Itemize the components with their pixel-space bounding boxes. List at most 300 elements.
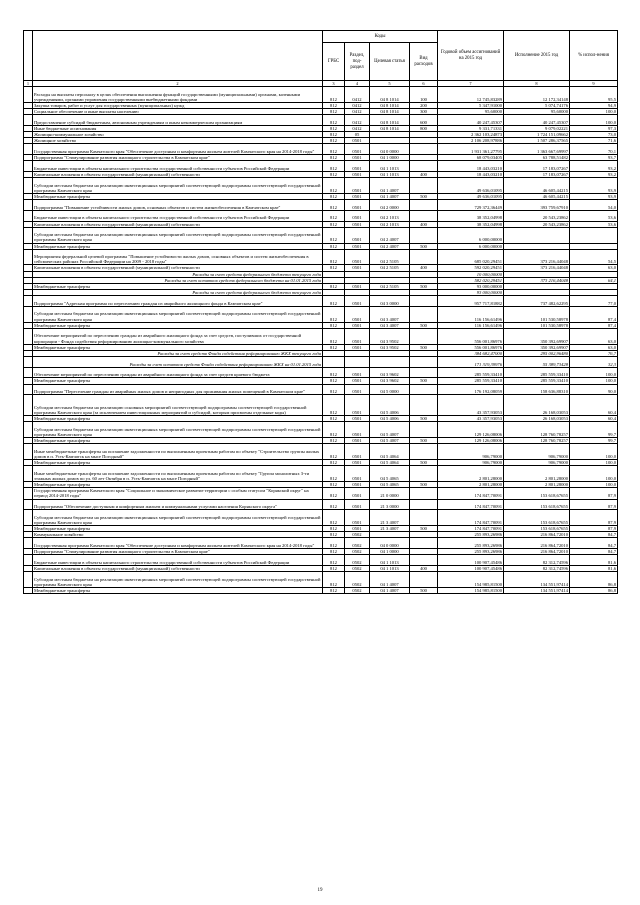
percent-cell: 84,7	[570, 538, 618, 549]
executed-cell: 153 618,67655	[504, 510, 570, 526]
executed-cell: 906,79000	[504, 460, 570, 466]
grbs-cell: 812	[323, 108, 345, 114]
row-name-cell: Межбюджетные трансферты	[33, 283, 323, 289]
percent-cell: 81,6	[570, 566, 618, 572]
percent-cell: 81,6	[570, 555, 618, 566]
executed-cell: 26 168,03053	[504, 395, 570, 416]
percent-cell: 93,9	[570, 193, 618, 199]
executed-cell: 153 618,67655	[504, 488, 570, 499]
target-cell: 21 3 4007	[370, 510, 410, 526]
section-cell: 0501	[345, 138, 370, 144]
percent-cell: 87,9	[570, 510, 618, 526]
section-cell: 0501	[345, 384, 370, 395]
target-cell: 04 1 0000	[370, 549, 410, 555]
target-cell: 04 3 0000	[370, 295, 410, 306]
section-cell: 0502	[345, 532, 370, 538]
executed-cell: 373 216,44048	[504, 277, 570, 283]
row-index-cell	[24, 177, 33, 193]
row-name-cell: Расходы за счет средств Фонда содействия реформированию ЖКХ текущего года	[33, 350, 323, 356]
approved-cell: 1 931 361,27795	[438, 144, 504, 155]
grbs-cell: 812	[323, 438, 345, 444]
section-cell: 0502	[345, 555, 370, 566]
exp-type-cell: 200	[410, 102, 438, 108]
exp-type-cell: 500	[410, 482, 438, 488]
section-cell: 0501	[345, 144, 370, 155]
approved-cell: 9 331,71331	[438, 125, 504, 131]
row-name-cell: Иные межбюджетные трансферты на погашение задолженности по выполненным проектным работам по объекту "Группа монолитных 3-ти этажных жилых домов по ул. 60 лет Октября в п. Усть-Камчатск на мысе Погодный"	[33, 466, 323, 482]
approved-cell: 38 352,04998	[438, 210, 504, 221]
percent-cell: 63,0	[570, 328, 618, 344]
header-blank-num	[24, 31, 33, 81]
grbs-cell: 812	[323, 243, 345, 249]
budget-table	[23, 30, 618, 594]
executed-cell: 350 392,69907	[504, 344, 570, 350]
row-index-cell	[24, 249, 33, 265]
approved-cell: 255 893,26986	[438, 538, 504, 549]
header-exp-type: Вид расходов	[410, 43, 438, 81]
row-name-cell: Межбюджетные трансферты	[33, 482, 323, 488]
exp-type-cell: 500	[410, 460, 438, 466]
table-row	[24, 555, 618, 566]
row-index-cell	[24, 466, 33, 482]
section-cell: 0501	[345, 177, 370, 193]
target-cell: 04 8 1014	[370, 108, 410, 114]
approved-cell: 2 801,28000	[438, 466, 504, 482]
section-cell: 0501	[345, 482, 370, 488]
approved-cell: 38 352,04998	[438, 221, 504, 227]
target-cell: 04 1 0000	[370, 154, 410, 160]
grbs-cell: 812	[323, 115, 345, 126]
exp-type-cell: 500	[410, 243, 438, 249]
section-cell: 0501	[345, 438, 370, 444]
executed-cell: 95,60000	[504, 108, 570, 114]
section-cell: 0501	[345, 306, 370, 322]
section-cell: 0502	[345, 588, 370, 594]
target-cell: 04 2 1013	[370, 221, 410, 227]
executed-cell: 20 543,23862	[504, 210, 570, 221]
page-number: 19	[317, 888, 323, 893]
header-codes: Коды	[323, 31, 438, 43]
section-cell: 0501	[345, 460, 370, 466]
exp-type-cell	[410, 227, 438, 243]
percent-cell: 87,9	[570, 526, 618, 532]
exp-type-cell	[410, 499, 438, 510]
percent-cell: 90,0	[570, 384, 618, 395]
target-cell: 04 1 4007	[370, 572, 410, 588]
approved-cell: 729 372,36449	[438, 199, 504, 210]
header-executed: Исполнение 2015 год	[504, 31, 570, 81]
row-name-cell: Межбюджетные трансферты	[33, 193, 323, 199]
target-cell: 04 2 5105	[370, 265, 410, 271]
section-cell: 0501	[345, 344, 370, 350]
section-cell: 0412	[345, 125, 370, 131]
table-row	[24, 367, 618, 378]
executed-cell: 40 247,45307	[504, 115, 570, 126]
table-row	[24, 177, 618, 193]
executed-cell: 906,79000	[504, 444, 570, 460]
percent-cell: 86,8	[570, 588, 618, 594]
section-cell: 0501	[345, 416, 370, 422]
approved-cell: 95,60000	[438, 108, 504, 114]
exp-type-cell	[410, 510, 438, 526]
row-name-cell: Обеспечение мероприятий по переселению граждан из аварийного жилищного фонда за счет средств, поступивших от государственной корпорации - Фонда содействия реформированию жилищно-коммунального хозяйства	[33, 328, 323, 344]
table-row	[24, 510, 618, 526]
approved-cell: 685 020,29451	[438, 249, 504, 265]
target-cell: 04 3 4007	[370, 322, 410, 328]
exp-type-cell	[410, 444, 438, 460]
col-number: 1	[24, 81, 33, 87]
grbs-cell: 812	[323, 306, 345, 322]
executed-cell: 46 605,44215	[504, 193, 570, 199]
exp-type-cell: 500	[410, 283, 438, 289]
row-index-cell	[24, 227, 33, 243]
grbs-cell: 812	[323, 144, 345, 155]
table-row	[24, 444, 618, 460]
executed-cell: 101 530,58978	[504, 322, 570, 328]
grbs-cell: 812	[323, 138, 345, 144]
percent-cell: 94,9	[570, 102, 618, 108]
row-name-cell: Межбюджетные трансферты	[33, 322, 323, 328]
exp-type-cell: 500	[410, 526, 438, 532]
target-cell: 04 1 1013	[370, 555, 410, 566]
section-cell: 0501	[345, 265, 370, 271]
row-name-cell: Иные бюджетные ассигнования	[33, 125, 323, 131]
col-number: 7	[438, 81, 504, 87]
grbs-cell: 812	[323, 422, 345, 438]
section-cell	[345, 356, 370, 367]
row-index-cell	[24, 588, 33, 594]
approved-cell: 6 000,00000	[438, 243, 504, 249]
approved-cell: 582 020,29451	[438, 277, 504, 283]
executed-cell: 1 363 667,69997	[504, 144, 570, 155]
target-cell: 04 5 4006	[370, 395, 410, 416]
approved-cell: 592 020,29451	[438, 265, 504, 271]
row-name-cell: Капитальные вложения в объекты государственной (муниципальной) собственности	[33, 566, 323, 572]
grbs-cell: 812	[323, 87, 345, 103]
table-row	[24, 538, 618, 549]
executed-cell: 153 618,67655	[504, 526, 570, 532]
table-row	[24, 210, 618, 221]
exp-type-cell: 500	[410, 193, 438, 199]
grbs-cell	[323, 356, 345, 367]
grbs-cell: 812	[323, 549, 345, 555]
row-name-cell: Подпрограмма "Стимулирование развития жилищного строительства в Камчатском крае"	[33, 549, 323, 555]
section-cell: 0501	[345, 199, 370, 210]
percent-cell: 63,0	[570, 265, 618, 271]
exp-type-cell: 300	[410, 108, 438, 114]
exp-type-cell	[410, 177, 438, 193]
section-cell: 0502	[345, 538, 370, 549]
exp-type-cell	[410, 395, 438, 416]
percent-cell: 32,3	[570, 356, 618, 367]
exp-type-cell: 500	[410, 438, 438, 444]
target-cell: 21 0 0000	[370, 488, 410, 499]
col-number: 3	[323, 81, 345, 87]
section-cell: 0501	[345, 499, 370, 510]
target-cell: 04 3 9602	[370, 378, 410, 384]
col-number: 9	[570, 81, 618, 87]
row-name-cell: Расходы за счет средств федерального бюджета текущего года	[33, 271, 323, 277]
grbs-cell: 812	[323, 154, 345, 160]
row-name-cell: Капитальные вложения в объекты государственной (муниципальной) собственности	[33, 265, 323, 271]
approved-cell: 93 000,00000	[438, 283, 504, 289]
row-name-cell: Бюджетные инвестиции в объекты капитального строительства государственной собственности субъектов Российской Федерации	[33, 555, 323, 566]
executed-cell: 2 801,28000	[504, 466, 570, 482]
grbs-cell: 812	[323, 444, 345, 460]
row-name-cell: Государственная программа Камчатского края "Социальное и экономическое развитие территории с особым статусом "Корякский округ" на период 2014-2018 годы"	[33, 488, 323, 499]
approved-cell: 43 357,93053	[438, 416, 504, 422]
approved-cell: 49 636,01095	[438, 177, 504, 193]
row-name-cell: Закупка товаров, работ и услуг для государственных (муниципальных) нужд	[33, 102, 323, 108]
row-name-cell: Расходы на выплаты персоналу в целях обеспечения выполнения функций государственными (муниципальными) органами, казенными учреждениями, органами управления государственными внебюджетными фондами	[33, 87, 323, 103]
percent-cell: 87,9	[570, 499, 618, 510]
executed-cell: 1 507 286,37565	[504, 138, 570, 144]
approved-cell: 556 001,86976	[438, 344, 504, 350]
grbs-cell: 812	[323, 102, 345, 108]
executed-cell: 134 551,97414	[504, 588, 570, 594]
approved-cell: 18 443,03210	[438, 171, 504, 177]
row-index-cell	[24, 295, 33, 306]
executed-cell: 82 312,74596	[504, 566, 570, 572]
executed-cell: 285 559,33410	[504, 378, 570, 384]
target-cell: 04 2 4007	[370, 227, 410, 243]
target-cell: 04 5 4006	[370, 416, 410, 422]
grbs-cell: 812	[323, 566, 345, 572]
target-cell: 04 2 4007	[370, 243, 410, 249]
approved-cell: 285 559,33410	[438, 367, 504, 378]
grbs-cell: 812	[323, 526, 345, 532]
approved-cell: 174 847,70091	[438, 526, 504, 532]
row-name-cell: Межбюджетные трансферты	[33, 378, 323, 384]
section-cell: 0501	[345, 328, 370, 344]
target-cell: 04 2 1013	[370, 210, 410, 221]
executed-cell	[504, 227, 570, 243]
approved-cell: 100 907,45486	[438, 566, 504, 572]
approved-cell: 154 985,81500	[438, 588, 504, 594]
exp-type-cell	[410, 249, 438, 265]
row-index-cell	[24, 328, 33, 344]
row-name-cell: Межбюджетные трансферты	[33, 460, 323, 466]
grbs-cell: 812	[323, 395, 345, 416]
executed-cell: 216 864,72010	[504, 538, 570, 549]
header-section: Раздел, под-раздел	[345, 43, 370, 81]
row-index-cell	[24, 199, 33, 210]
target-cell: 04 2 0000	[370, 199, 410, 210]
target-cell: 04 5 4064	[370, 444, 410, 460]
row-index-cell	[24, 115, 33, 126]
row-index-cell	[24, 572, 33, 588]
target-cell: 04 3 9502	[370, 328, 410, 344]
executed-cell: 12 172,34148	[504, 87, 570, 103]
header-percent: % испол-нения	[570, 31, 618, 81]
approved-cell: 957 717,81882	[438, 295, 504, 306]
row-name-cell: Бюджетные инвестиции в объекты капитального строительства государственной собственности субъектов Российской Федерации	[33, 210, 323, 221]
grbs-cell: 812	[323, 227, 345, 243]
section-cell: 0501	[345, 193, 370, 199]
table-row	[24, 328, 618, 344]
table-row	[24, 499, 618, 510]
section-cell: 0501	[345, 466, 370, 482]
section-cell: 0412	[345, 87, 370, 103]
row-index-cell	[24, 538, 33, 549]
executed-cell: 737 482,62295	[504, 295, 570, 306]
target-cell: 04 1 1013	[370, 171, 410, 177]
executed-cell: 128 760,78257	[504, 422, 570, 438]
section-cell: 0501	[345, 243, 370, 249]
grbs-cell: 812	[323, 588, 345, 594]
exp-type-cell	[410, 328, 438, 344]
target-cell: 04 8 1014	[370, 115, 410, 126]
approved-cell: 129 126,08006	[438, 422, 504, 438]
executed-cell: 46 605,44215	[504, 177, 570, 193]
table-row	[24, 588, 618, 594]
approved-cell: 384 682,47000	[438, 350, 504, 356]
table-row	[24, 306, 618, 322]
executed-cell: 101 530,58978	[504, 306, 570, 322]
approved-cell: 171 319,39976	[438, 356, 504, 367]
executed-cell: 128 760,78257	[504, 438, 570, 444]
target-cell: 04 1 4007	[370, 193, 410, 199]
target-cell: 04 5 0000	[370, 384, 410, 395]
table-row	[24, 488, 618, 499]
table-row	[24, 356, 618, 367]
row-name-cell: Расходы за счет остатков средств Фонда содействия реформированию ЖКХ на 01.01.2015 года	[33, 356, 323, 367]
header-grbs: ГРБС	[323, 43, 345, 81]
row-name-cell: Предоставление субсидий бюджетным, автономным учреждениям и иным некоммерческим организациям	[33, 115, 323, 126]
percent-cell: 87,9	[570, 488, 618, 499]
section-cell: 0412	[345, 115, 370, 126]
executed-cell: 5 074,74176	[504, 102, 570, 108]
executed-cell: 1 724 151,09662	[504, 131, 570, 137]
exp-type-cell: 600	[410, 115, 438, 126]
grbs-cell: 812	[323, 572, 345, 588]
target-cell: 04 1 4007	[370, 588, 410, 594]
target-cell: 04 5 4007	[370, 438, 410, 444]
section-cell: 0501	[345, 510, 370, 526]
executed-cell: 55 389,73428	[504, 356, 570, 367]
table-row	[24, 227, 618, 243]
approved-cell: 174 847,70091	[438, 488, 504, 499]
percent-cell: 93,2	[570, 171, 618, 177]
row-name-cell: Субсидии местным бюджетам на реализацию инвестиционных мероприятий соответствующей подпрограммы соответствующей государственной программы Камчатского края	[33, 422, 323, 438]
approved-cell: 174 847,70091	[438, 510, 504, 526]
exp-type-cell	[410, 488, 438, 499]
approved-cell: 116 156,61496	[438, 306, 504, 322]
section-cell: 0502	[345, 566, 370, 572]
table-row	[24, 87, 618, 103]
executed-cell: 285 559,33410	[504, 367, 570, 378]
row-name-cell: Подпрограмма "Повышение устойчивости жилых домов, основных объектов и систем жизнеобеспечения в Камчатском крае"	[33, 199, 323, 210]
grbs-cell: 812	[323, 199, 345, 210]
exp-type-cell	[410, 161, 438, 172]
executed-cell: 17 183,07267	[504, 161, 570, 172]
target-cell: 04 8 1014	[370, 125, 410, 131]
approved-cell: 5 347,91000	[438, 102, 504, 108]
row-name-cell: Субсидии местным бюджетам на реализацию инвестиционных мероприятий соответствующей подпрограммы соответствующей государственной программы Камчатского края	[33, 510, 323, 526]
row-name-cell: Межбюджетные трансферты	[33, 243, 323, 249]
approved-cell: 116 156,61496	[438, 322, 504, 328]
section-cell: 0501	[345, 488, 370, 499]
percent-cell: 93,2	[570, 161, 618, 172]
exp-type-cell	[410, 144, 438, 155]
section-cell: 0501	[345, 444, 370, 460]
exp-type-cell	[410, 538, 438, 549]
target-cell: 04 3 4007	[370, 306, 410, 322]
percent-cell: 64,1	[570, 277, 618, 283]
approved-cell: 40 247,45307	[438, 115, 504, 126]
target-cell: 04 5 4065	[370, 482, 410, 488]
executed-cell: 393 759,67910	[504, 199, 570, 210]
grbs-cell: 812	[323, 510, 345, 526]
target-cell: 04 5 4065	[370, 466, 410, 482]
target-cell: 04 1 4007	[370, 177, 410, 193]
percent-cell: 54,0	[570, 199, 618, 210]
target-cell	[370, 356, 410, 367]
exp-type-cell	[410, 555, 438, 566]
exp-type-cell	[410, 210, 438, 221]
approved-cell: 49 636,01095	[438, 193, 504, 199]
target-cell: 21 3 4007	[370, 526, 410, 532]
row-index-cell	[24, 422, 33, 438]
table-row	[24, 144, 618, 155]
grbs-cell: 812	[323, 193, 345, 199]
percent-cell: 100,0	[570, 378, 618, 384]
section-cell: 0501	[345, 221, 370, 227]
approved-cell: 906,79000	[438, 460, 504, 466]
grbs-cell: 812	[323, 210, 345, 221]
grbs-cell: 812	[323, 295, 345, 306]
exp-type-cell	[410, 367, 438, 378]
approved-cell: 906,79000	[438, 444, 504, 460]
grbs-cell: 812	[323, 328, 345, 344]
exp-type-cell	[410, 295, 438, 306]
percent-cell: 84,7	[570, 549, 618, 555]
section-cell: 0501	[345, 295, 370, 306]
percent-cell: 100,0	[570, 108, 618, 114]
grbs-cell: 812	[323, 161, 345, 172]
exp-type-cell	[410, 384, 438, 395]
table-row	[24, 161, 618, 172]
approved-cell: 10 000,00000	[438, 271, 504, 277]
row-name-cell: Мероприятия федеральной целевой программы "Повышение устойчивости жилых домов, основных объектов и систем жизнеобеспечения в сейсмических районах Российской Федерации на 2009 - 2018 годы"	[33, 249, 323, 265]
exp-type-cell: 400	[410, 265, 438, 271]
table-row	[24, 466, 618, 482]
table-row	[24, 384, 618, 395]
exp-type-cell: 500	[410, 322, 438, 328]
exp-type-cell	[410, 466, 438, 482]
row-name-cell: Межбюджетные трансферты	[33, 526, 323, 532]
section-cell: 0412	[345, 102, 370, 108]
table-row	[24, 395, 618, 416]
grbs-cell: 812	[323, 482, 345, 488]
executed-cell: 158 636,88310	[504, 384, 570, 395]
percent-cell: 71,6	[570, 138, 618, 144]
exp-type-cell: 400	[410, 566, 438, 572]
target-cell: 04 8 1014	[370, 102, 410, 108]
row-name-cell: Иные межбюджетные трансферты на погашение задолженности по выполненным проектным работам по объекту "Строительство группы жилых домов в п. Усть-Камчатск на мысе Погодный"	[33, 444, 323, 460]
approved-cell: 93 000,00000	[438, 289, 504, 295]
percent-cell: 100,0	[570, 466, 618, 482]
executed-cell: 216 864,72010	[504, 532, 570, 538]
row-name-cell: Коммунальное хозяйство	[33, 532, 323, 538]
row-name-cell: Субсидии местным бюджетам на реализацию основных мероприятий соответствующей подпрограммы соответствующей государственной программы Камчатского края (за исключением инвестиционных мероприятий и субсидий, которым присвоены отдельные коды)	[33, 395, 323, 416]
percent-cell: 53,6	[570, 210, 618, 221]
target-cell: 21 3 0000	[370, 499, 410, 510]
row-name-cell: Межбюджетные трансферты	[33, 438, 323, 444]
target-cell: 04 1 1013	[370, 566, 410, 572]
row-index-cell	[24, 356, 33, 367]
approved-cell: 129 126,08006	[438, 438, 504, 444]
